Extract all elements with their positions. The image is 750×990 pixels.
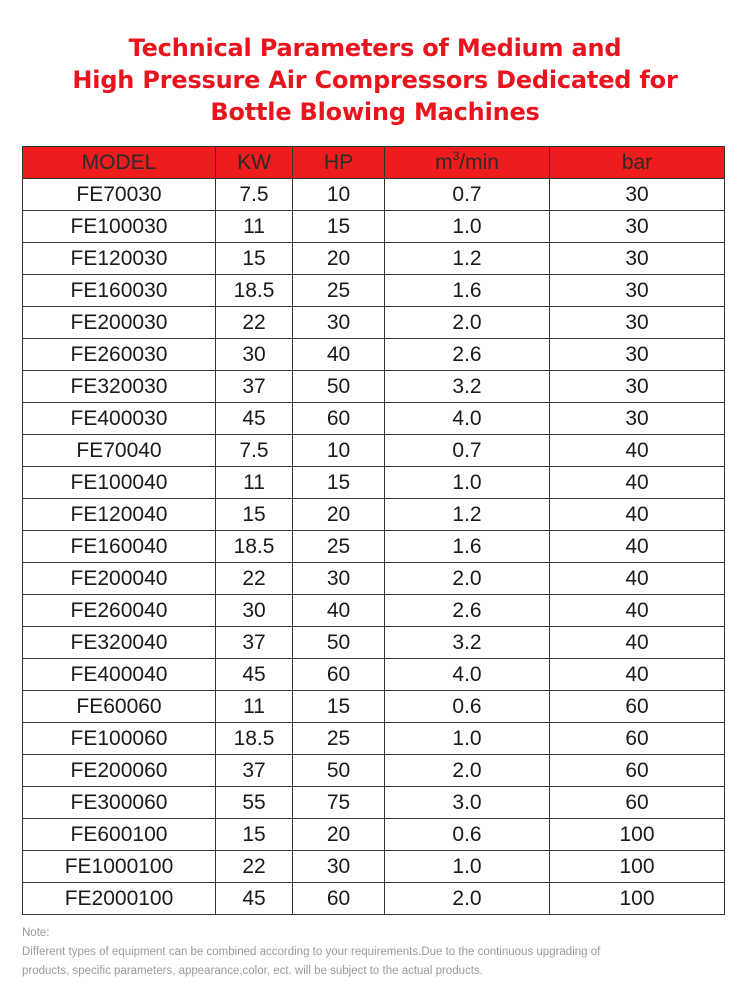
cell-hp: 60 xyxy=(293,659,385,691)
table-row xyxy=(23,787,725,819)
cell-bar: 60 xyxy=(550,787,725,819)
table-row xyxy=(23,531,725,563)
cell-hp: 25 xyxy=(293,275,385,307)
cell-kw: 18.5 xyxy=(216,531,293,563)
table-row xyxy=(23,723,725,755)
cell-model: FE160030 xyxy=(23,275,216,307)
cell-hp: 40 xyxy=(293,595,385,627)
table-row xyxy=(23,499,725,531)
cell-model: FE320030 xyxy=(23,371,216,403)
table-row xyxy=(23,307,725,339)
header-flow-superscript: 3 xyxy=(452,148,460,163)
cell-flow: 1.0 xyxy=(385,211,550,243)
cell-hp: 10 xyxy=(293,179,385,211)
cell-flow: 4.0 xyxy=(385,659,550,691)
note-label: Note: xyxy=(22,927,50,939)
table-row xyxy=(23,211,725,243)
cell-flow: 2.0 xyxy=(385,883,550,915)
cell-bar: 40 xyxy=(550,563,725,595)
specifications-table xyxy=(22,146,725,915)
cell-model: FE600100 xyxy=(23,819,216,851)
cell-kw: 37 xyxy=(216,371,293,403)
cell-bar: 40 xyxy=(550,531,725,563)
table-row xyxy=(23,851,725,883)
cell-hp: 60 xyxy=(293,883,385,915)
cell-hp: 15 xyxy=(293,211,385,243)
note-line-2: products, specific parameters, appearance,color, ect. will be subject to the actual products. xyxy=(22,965,483,977)
header-bar: bar xyxy=(550,147,725,179)
cell-kw: 18.5 xyxy=(216,723,293,755)
cell-kw: 22 xyxy=(216,563,293,595)
title-line-3: Bottle Blowing Machines xyxy=(210,98,540,126)
table-row xyxy=(23,339,725,371)
cell-kw: 15 xyxy=(216,819,293,851)
cell-hp: 20 xyxy=(293,499,385,531)
table-row xyxy=(23,275,725,307)
cell-hp: 50 xyxy=(293,371,385,403)
header-flow-base: m xyxy=(435,150,453,174)
cell-model: FE120040 xyxy=(23,499,216,531)
cell-kw: 55 xyxy=(216,787,293,819)
cell-bar: 40 xyxy=(550,499,725,531)
cell-model: FE70040 xyxy=(23,435,216,467)
cell-bar: 30 xyxy=(550,339,725,371)
cell-kw: 22 xyxy=(216,851,293,883)
cell-kw: 18.5 xyxy=(216,275,293,307)
cell-bar: 40 xyxy=(550,467,725,499)
cell-flow: 2.6 xyxy=(385,339,550,371)
title-line-1: Technical Parameters of Medium and xyxy=(128,34,622,62)
cell-model: FE300060 xyxy=(23,787,216,819)
cell-model: FE100060 xyxy=(23,723,216,755)
cell-flow: 1.0 xyxy=(385,851,550,883)
cell-hp: 15 xyxy=(293,691,385,723)
header-flow xyxy=(385,147,550,179)
cell-hp: 20 xyxy=(293,243,385,275)
cell-flow: 3.2 xyxy=(385,627,550,659)
cell-hp: 40 xyxy=(293,339,385,371)
cell-flow: 0.7 xyxy=(385,179,550,211)
cell-model: FE160040 xyxy=(23,531,216,563)
cell-hp: 25 xyxy=(293,723,385,755)
cell-hp: 30 xyxy=(293,307,385,339)
cell-flow: 2.0 xyxy=(385,307,550,339)
table-body xyxy=(23,179,725,915)
cell-model: FE100040 xyxy=(23,467,216,499)
cell-hp: 60 xyxy=(293,403,385,435)
cell-model: FE60060 xyxy=(23,691,216,723)
cell-kw: 45 xyxy=(216,659,293,691)
table-row xyxy=(23,435,725,467)
cell-model: FE100030 xyxy=(23,211,216,243)
cell-flow: 2.0 xyxy=(385,563,550,595)
cell-kw: 45 xyxy=(216,883,293,915)
header-flow-unit: /min xyxy=(459,150,499,174)
cell-model: FE400030 xyxy=(23,403,216,435)
cell-bar: 30 xyxy=(550,179,725,211)
header-model: MODEL xyxy=(23,147,216,179)
cell-kw: 15 xyxy=(216,499,293,531)
table-row xyxy=(23,627,725,659)
cell-kw: 7.5 xyxy=(216,435,293,467)
cell-hp: 20 xyxy=(293,819,385,851)
table-header xyxy=(23,147,725,179)
cell-hp: 25 xyxy=(293,531,385,563)
header-hp: HP xyxy=(293,147,385,179)
table-row xyxy=(23,563,725,595)
cell-bar: 40 xyxy=(550,627,725,659)
cell-bar: 40 xyxy=(550,435,725,467)
cell-model: FE320040 xyxy=(23,627,216,659)
cell-flow: 4.0 xyxy=(385,403,550,435)
cell-bar: 30 xyxy=(550,403,725,435)
cell-hp: 30 xyxy=(293,851,385,883)
cell-model: FE200040 xyxy=(23,563,216,595)
cell-hp: 50 xyxy=(293,755,385,787)
table-row xyxy=(23,243,725,275)
cell-model: FE200030 xyxy=(23,307,216,339)
cell-flow: 1.0 xyxy=(385,723,550,755)
cell-flow: 1.6 xyxy=(385,275,550,307)
cell-model: FE120030 xyxy=(23,243,216,275)
cell-kw: 30 xyxy=(216,595,293,627)
cell-flow: 2.0 xyxy=(385,755,550,787)
table-row xyxy=(23,819,725,851)
cell-model: FE1000100 xyxy=(23,851,216,883)
cell-bar: 100 xyxy=(550,883,725,915)
cell-bar: 100 xyxy=(550,851,725,883)
cell-bar: 30 xyxy=(550,307,725,339)
table-row xyxy=(23,467,725,499)
cell-flow: 1.0 xyxy=(385,467,550,499)
cell-model: FE400040 xyxy=(23,659,216,691)
table-row xyxy=(23,595,725,627)
table-row xyxy=(23,755,725,787)
table-row xyxy=(23,179,725,211)
cell-bar: 100 xyxy=(550,819,725,851)
cell-bar: 60 xyxy=(550,691,725,723)
cell-flow: 0.7 xyxy=(385,435,550,467)
cell-model: FE260040 xyxy=(23,595,216,627)
cell-flow: 0.6 xyxy=(385,691,550,723)
cell-flow: 1.2 xyxy=(385,499,550,531)
cell-hp: 30 xyxy=(293,563,385,595)
cell-flow: 0.6 xyxy=(385,819,550,851)
cell-flow: 1.2 xyxy=(385,243,550,275)
note-line-1: Different types of equipment can be combined according to your requirements.Due to the continuous upgrading of xyxy=(22,946,601,958)
cell-bar: 30 xyxy=(550,275,725,307)
cell-kw: 7.5 xyxy=(216,179,293,211)
cell-flow: 3.2 xyxy=(385,371,550,403)
cell-hp: 75 xyxy=(293,787,385,819)
cell-kw: 11 xyxy=(216,467,293,499)
cell-flow: 3.0 xyxy=(385,787,550,819)
table-row xyxy=(23,403,725,435)
cell-bar: 40 xyxy=(550,595,725,627)
cell-kw: 11 xyxy=(216,211,293,243)
cell-model: FE200060 xyxy=(23,755,216,787)
cell-kw: 45 xyxy=(216,403,293,435)
cell-kw: 15 xyxy=(216,243,293,275)
cell-bar: 60 xyxy=(550,723,725,755)
cell-kw: 37 xyxy=(216,627,293,659)
title-line-2: High Pressure Air Compressors Dedicated for xyxy=(72,66,678,94)
table-row xyxy=(23,691,725,723)
cell-kw: 11 xyxy=(216,691,293,723)
cell-bar: 60 xyxy=(550,755,725,787)
cell-model: FE260030 xyxy=(23,339,216,371)
cell-model: FE2000100 xyxy=(23,883,216,915)
cell-hp: 15 xyxy=(293,467,385,499)
page-title xyxy=(0,32,750,128)
cell-bar: 30 xyxy=(550,371,725,403)
table-row xyxy=(23,371,725,403)
table-row xyxy=(23,883,725,915)
cell-kw: 37 xyxy=(216,755,293,787)
cell-bar: 30 xyxy=(550,211,725,243)
cell-flow: 1.6 xyxy=(385,531,550,563)
cell-bar: 40 xyxy=(550,659,725,691)
cell-kw: 22 xyxy=(216,307,293,339)
header-row xyxy=(23,147,725,179)
cell-hp: 50 xyxy=(293,627,385,659)
table-row xyxy=(23,659,725,691)
cell-hp: 10 xyxy=(293,435,385,467)
header-kw: KW xyxy=(216,147,293,179)
cell-model: FE70030 xyxy=(23,179,216,211)
cell-flow: 2.6 xyxy=(385,595,550,627)
cell-bar: 30 xyxy=(550,243,725,275)
note-block xyxy=(22,924,728,981)
cell-kw: 30 xyxy=(216,339,293,371)
